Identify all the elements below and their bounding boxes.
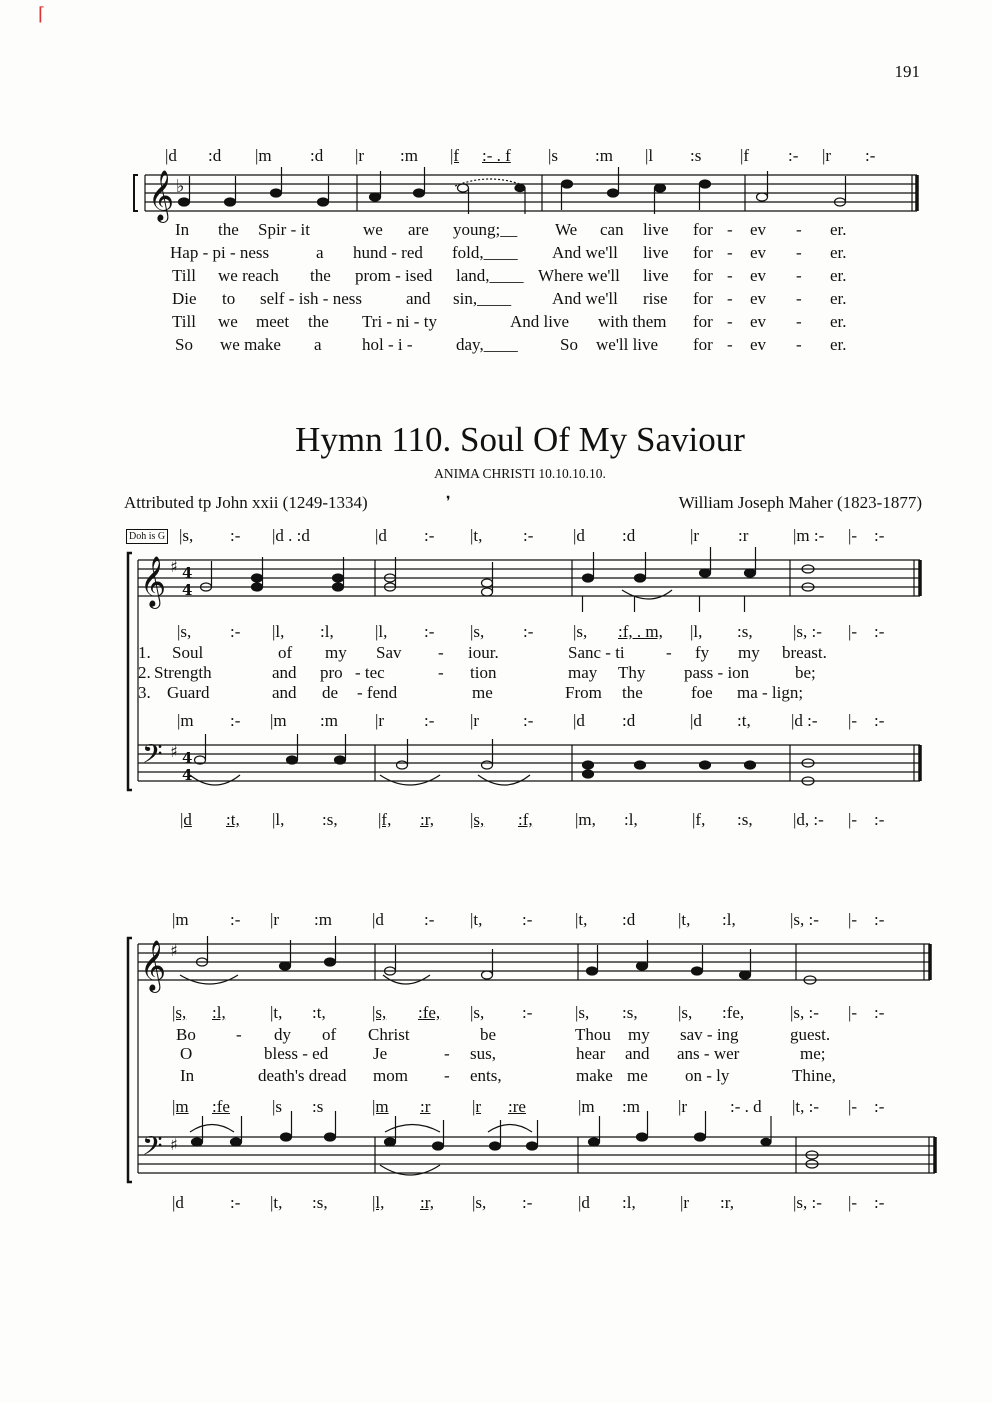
lyric: - (727, 312, 733, 331)
solfa-note: :l, (622, 1193, 636, 1212)
lyric: - (796, 266, 802, 285)
solfa-note: |t, (678, 910, 691, 929)
lyric: er. (830, 243, 847, 262)
solfa-note: |l, (272, 810, 285, 829)
lyric: And we'll (552, 289, 618, 308)
solfa-note: :r, (720, 1193, 734, 1212)
solfa-note: |- (848, 810, 858, 829)
lyric: Till (172, 266, 196, 285)
lyric: Thy (618, 663, 646, 682)
lyric: for (693, 220, 713, 239)
lyric: sav - ing (680, 1025, 739, 1044)
solfa-note: :r, (420, 1193, 434, 1212)
lyric: dy (274, 1025, 291, 1044)
solfa-note: |t, (270, 1003, 283, 1022)
lyric: for (693, 312, 713, 331)
lyric: death's dread (258, 1066, 347, 1085)
lyric: ev (750, 220, 767, 239)
solfa-note: |s, (472, 1193, 487, 1212)
lyric: of (322, 1025, 337, 1044)
solfa-note: |s, (177, 622, 192, 641)
lyric: - (727, 289, 733, 308)
lyric: my (325, 643, 347, 662)
solfa-note: :s, (737, 622, 753, 641)
lyric: ev (750, 243, 767, 262)
solfa-note: :- (874, 711, 885, 730)
system1-bass-staff (128, 553, 920, 790)
svg-text:♯: ♯ (170, 742, 178, 761)
lyric: iour. (468, 643, 499, 662)
words-attribution: Attributed tp John xxii (1249-1334) (124, 493, 368, 512)
comma-mark: ❜ (446, 495, 451, 510)
solfa-note: |t, (270, 1193, 283, 1212)
solfa-note: |s, :- (790, 1003, 819, 1022)
solfa-note: :l, (722, 910, 736, 929)
solfa-note: |s, :- (793, 1193, 822, 1212)
solfa-note: :- (874, 1097, 885, 1116)
lyric: fold,____ (452, 243, 518, 262)
system2-treble-staff (138, 944, 930, 984)
solfa-note: :s, (322, 810, 338, 829)
solfa-note: |m (578, 1097, 595, 1116)
lyric: live (643, 243, 669, 262)
lyric: live (643, 220, 669, 239)
lyric: we'll live (596, 335, 659, 354)
key-label: Doh is G (126, 529, 168, 544)
solfa-note: |s, (470, 1003, 485, 1022)
solfa-note: |s, (575, 1003, 590, 1022)
solfa-note: :- (230, 711, 241, 730)
lyric: be; (795, 663, 816, 682)
solfa-note: |r (375, 711, 385, 730)
solfa-note: |s, :- (790, 910, 819, 929)
lyric: - (796, 335, 802, 354)
lyric: Spir - it (258, 220, 310, 239)
svg-text:♯: ♯ (170, 1135, 178, 1154)
solfa-note: :- (865, 146, 876, 165)
solfa-note: |d (573, 526, 585, 545)
lyric: hund - red (353, 243, 423, 262)
solfa-note: :- (523, 711, 534, 730)
solfa-note: :- (424, 711, 435, 730)
lyric: Thine, (792, 1066, 836, 1085)
lyric: - (727, 335, 733, 354)
solfa-note: :- . f (482, 146, 511, 165)
music-attribution: William Joseph Maher (1823-1877) (678, 493, 922, 512)
solfa-note: :t, (312, 1003, 326, 1022)
solfa-note: |f (740, 146, 750, 165)
solfa-note: |t, (470, 526, 483, 545)
lyric: ma - lign; (737, 683, 804, 702)
lyric: Sanc - ti (568, 643, 625, 662)
svg-text:𝄞: 𝄞 (148, 170, 175, 221)
svg-text:𝄞: 𝄞 (140, 940, 167, 991)
lyric: self - ish - ness (260, 289, 362, 308)
solfa-note: |f (450, 146, 460, 165)
solfa-note: |m (372, 1097, 389, 1116)
svg-text:𝄢: 𝄢 (142, 1130, 163, 1168)
lyric: - fend (357, 683, 398, 702)
lyric: O (180, 1044, 193, 1063)
lyric: me (472, 683, 493, 702)
lyric: hol - i - (362, 335, 413, 354)
svg-text:4: 4 (182, 766, 193, 784)
solfa-note: |s, (573, 622, 588, 641)
solfa-note: :- (424, 910, 435, 929)
lyric: we (218, 312, 238, 331)
lyric: ev (750, 335, 767, 354)
lyric: mom (373, 1066, 408, 1085)
lyric: Till (172, 312, 196, 331)
verse-number: 2. (138, 663, 151, 682)
lyric: a (316, 243, 324, 262)
lyric: hear (576, 1044, 606, 1063)
solfa-note: :f, (518, 810, 533, 829)
lyric: pro (320, 663, 343, 682)
hymn-tune: ANIMA CHRISTI 10.10.10.10. (434, 466, 606, 481)
lyric: We (555, 220, 578, 239)
solfa-note: |d (573, 711, 585, 730)
lyric: sin,____ (453, 289, 512, 308)
solfa-note: |l, (690, 622, 703, 641)
lyric: er. (830, 289, 847, 308)
lyric: - (796, 243, 802, 262)
solfa-note: :s (312, 1097, 324, 1116)
solfa-note: |m (255, 146, 272, 165)
lyric: are (408, 220, 429, 239)
solfa-note: :- (874, 526, 885, 545)
solfa-note: :f, . m, (618, 622, 663, 641)
lyric: breast. (782, 643, 827, 662)
lyric: and (272, 683, 297, 702)
solfa-note: :d (310, 146, 324, 165)
solfa-note: :m (622, 1097, 640, 1116)
solfa-note: :t, (737, 711, 751, 730)
lyric: fy (695, 643, 710, 662)
solfa-note: :fe (212, 1097, 230, 1116)
lyric: Christ (368, 1025, 410, 1044)
lyric: prom - ised (355, 266, 433, 285)
lyric: tion (470, 663, 497, 682)
solfa-note: |d . :d (272, 526, 310, 545)
solfa-note: |s (548, 146, 559, 165)
solfa-note: :l, (320, 622, 334, 641)
solfa-note: :- (874, 910, 885, 929)
lyric: From (565, 683, 602, 702)
solfa-note: |d :- (791, 711, 818, 730)
solfa-note: :d (622, 711, 636, 730)
lyric: Thou (575, 1025, 611, 1044)
solfa-note: |r (355, 146, 365, 165)
solfa-note: |s, :- (793, 622, 822, 641)
solfa-note: |t, (575, 910, 588, 929)
lyric: er. (830, 266, 847, 285)
lyric: ev (750, 266, 767, 285)
solfa-note: |s, (372, 1003, 387, 1022)
lyric: meet (256, 312, 290, 331)
solfa-note: :- (230, 1193, 241, 1212)
lyric: ans - wer (677, 1044, 740, 1063)
solfa-note: |r (270, 910, 280, 929)
solfa-note: :- (523, 526, 534, 545)
solfa-note: :s, (622, 1003, 638, 1022)
lyric: Strength (154, 663, 212, 682)
solfa-note: |t, (470, 910, 483, 929)
svg-text:4: 4 (182, 581, 193, 599)
solfa-note: :m (595, 146, 613, 165)
solfa-note: |s, (678, 1003, 693, 1022)
lyric: In (180, 1066, 195, 1085)
solfa-note: |- (848, 910, 858, 929)
lyric: - (438, 643, 444, 662)
lyric: be (480, 1025, 497, 1044)
svg-text:♯: ♯ (170, 557, 178, 576)
solfa-note: :- (424, 622, 435, 641)
solfa-note: :- (230, 526, 241, 545)
lyric: foe (691, 683, 713, 702)
solfa-note: |f, (378, 810, 392, 829)
lyric: and (625, 1044, 650, 1063)
solfa-note: |- (848, 622, 858, 641)
lyric: Hap - pi - ness (170, 243, 270, 262)
solfa-note: |d (165, 146, 177, 165)
solfa-note: :- (522, 910, 533, 929)
solfa-note: :- (874, 1003, 885, 1022)
solfa-note: |d (578, 1193, 590, 1212)
lyric: pass - ion (684, 663, 750, 682)
svg-text:4: 4 (182, 749, 193, 767)
lyric: And we'll (552, 243, 618, 262)
solfa-note: :- . d (730, 1097, 762, 1116)
solfa-note: :s, (312, 1193, 328, 1212)
solfa-note: |s (272, 1097, 283, 1116)
lyric: and (406, 289, 431, 308)
lyric: to (222, 289, 236, 308)
lyric: sus, (470, 1044, 496, 1063)
hymn-title: Hymn 110. Soul Of My Saviour (295, 420, 745, 459)
solfa-note: |f, (692, 810, 706, 829)
solfa-note: :t, (226, 810, 240, 829)
solfa-note: :- (874, 1193, 885, 1212)
lyric: the (622, 683, 643, 702)
lyric: Guard (167, 683, 210, 702)
solfa-note: :d (208, 146, 222, 165)
lyric: of (278, 643, 293, 662)
lyric: Bo (176, 1025, 196, 1044)
lyric: Die (172, 289, 197, 308)
solfa-note: :d (622, 526, 636, 545)
lyric: day,____ (456, 335, 518, 354)
lyric: we reach (218, 266, 279, 285)
lyric: the (308, 312, 329, 331)
solfa-note: :- (874, 622, 885, 641)
solfa-note: :- (522, 1193, 533, 1212)
lyric: - (727, 266, 733, 285)
page-number: 191 (894, 62, 920, 81)
lyric: - (727, 220, 733, 239)
solfa-note: :l, (212, 1003, 226, 1022)
lyric: land,____ (456, 266, 524, 285)
lyric: - tec (355, 663, 385, 682)
lyric: guest. (790, 1025, 831, 1044)
lyric: So (175, 335, 193, 354)
solfa-note: :l, (624, 810, 638, 829)
lyric: er. (830, 312, 847, 331)
solfa-note: |- (848, 1097, 858, 1116)
solfa-note: :- (230, 910, 241, 929)
solfa-note: |l (645, 146, 654, 165)
svg-text:𝄞: 𝄞 (140, 556, 167, 607)
lyric: rise (643, 289, 668, 308)
solfa-note: |l, (272, 622, 285, 641)
lyric: we (363, 220, 383, 239)
lyric: on - ly (685, 1066, 730, 1085)
lyric: live (643, 266, 669, 285)
solfa-note: |- (848, 1003, 858, 1022)
solfa-note: :m (314, 910, 332, 929)
solfa-note: :- (788, 146, 799, 165)
lyric: Je (373, 1044, 388, 1063)
solfa-note: :- (874, 810, 885, 829)
lyric: for (693, 289, 713, 308)
solfa-note: |d (172, 1193, 184, 1212)
solfa-note: |m (172, 1097, 189, 1116)
lyric: the (310, 266, 331, 285)
lyric: bless - ed (264, 1044, 329, 1063)
lyric: we make (220, 335, 281, 354)
solfa-note: |r (472, 1097, 482, 1116)
solfa-note: :re (508, 1097, 526, 1116)
solfa-note: |l, (375, 622, 388, 641)
lyric: my (628, 1025, 650, 1044)
solfa-note: :d (622, 910, 636, 929)
solfa-note: |m (177, 711, 194, 730)
solfa-note: :- (230, 622, 241, 641)
solfa-note: |r (690, 526, 700, 545)
lyric: make (576, 1066, 613, 1085)
lyric: - (236, 1025, 242, 1044)
lyric: er. (830, 220, 847, 239)
solfa-note: |d (372, 910, 384, 929)
solfa-note: |d (375, 526, 387, 545)
lyric: ents, (470, 1066, 502, 1085)
solfa-note: |s, (179, 526, 194, 545)
solfa-note: :- (523, 622, 534, 641)
lyric: for (693, 243, 713, 262)
lyric: - (796, 220, 802, 239)
solfa-note: :m (400, 146, 418, 165)
lyric: er. (830, 335, 847, 354)
lyric: can (600, 220, 624, 239)
lyric: In (175, 220, 190, 239)
solfa-note: :r (738, 526, 749, 545)
lyric: - (444, 1044, 450, 1063)
solfa-note: |d, :- (793, 810, 824, 829)
solfa-note: |d (180, 810, 192, 829)
lyric: - (796, 289, 802, 308)
solfa-note: |s, (470, 810, 485, 829)
solfa-note: :s, (737, 810, 753, 829)
lyric: me; (800, 1044, 826, 1063)
solfa-note: |d (690, 711, 702, 730)
solfa-note: |m :- (793, 526, 825, 545)
solfa-note: :- (522, 1003, 533, 1022)
solfa-note: |l, (372, 1193, 385, 1212)
solfa-note: |r (470, 711, 480, 730)
lyric: - (796, 312, 802, 331)
lyric: And live (510, 312, 570, 331)
lyric: young;__ (453, 220, 518, 239)
solfa-note: :s (690, 146, 702, 165)
solfa-note: :- (424, 526, 435, 545)
lyric: a (314, 335, 322, 354)
svg-text:♯: ♯ (170, 941, 178, 960)
solfa-note: |- (848, 711, 858, 730)
solfa-note: |t, :- (792, 1097, 820, 1116)
lyric: Tri - ni - ty (362, 312, 437, 331)
lyric: de (322, 683, 339, 702)
lyric: - (666, 643, 672, 662)
solfa-note: |r (822, 146, 832, 165)
lyric: Soul (172, 643, 204, 662)
solfa-note: |m (270, 711, 287, 730)
lyric: the (218, 220, 239, 239)
solfa-note: :fe, (418, 1003, 441, 1022)
solfa-note: |r (678, 1097, 688, 1116)
svg-text:♭: ♭ (176, 176, 185, 197)
solfa-note: |- (848, 1193, 858, 1212)
lyric: for (693, 335, 713, 354)
solfa-note: |m (172, 910, 189, 929)
verse-number: 1. (138, 643, 151, 662)
solfa-note: |m, (575, 810, 596, 829)
solfa-note: :fe, (722, 1003, 745, 1022)
lyric: me (627, 1066, 648, 1085)
lyric: may (568, 663, 598, 682)
lyric: for (693, 266, 713, 285)
lyric: ev (750, 312, 767, 331)
svg-text:𝄢: 𝄢 (142, 738, 163, 776)
solfa-note: :r, (420, 810, 434, 829)
verse-number: 3. (138, 683, 151, 702)
lyric: my (738, 643, 760, 662)
solfa-note: :m (320, 711, 338, 730)
lyric: ev (750, 289, 767, 308)
lyric: Where we'll (538, 266, 620, 285)
lyric: - (438, 663, 444, 682)
lyric: - (444, 1066, 450, 1085)
lyric: So (560, 335, 578, 354)
solfa-note: |s, (172, 1003, 187, 1022)
lyric: with them (598, 312, 667, 331)
lyric: Sav (376, 643, 402, 662)
corner-mark: ⌈ (38, 4, 46, 24)
lyric: - (727, 243, 733, 262)
solfa-note: |s, (470, 622, 485, 641)
solfa-note: :r (420, 1097, 431, 1116)
lyric: and (272, 663, 297, 682)
solfa-note: |r (680, 1193, 690, 1212)
solfa-note: |- (848, 526, 858, 545)
svg-text:4: 4 (182, 564, 193, 582)
